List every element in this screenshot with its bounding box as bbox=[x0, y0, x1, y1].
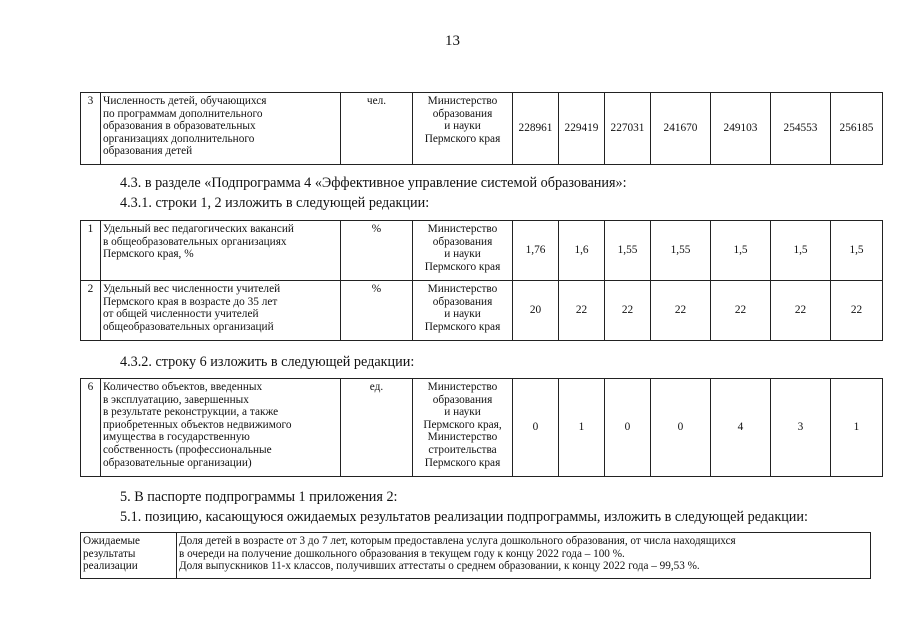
indicator-line: Пермского края, % bbox=[103, 248, 194, 261]
indicator-name bbox=[101, 281, 341, 341]
table-row bbox=[81, 533, 871, 579]
indicator-table-rows-1-2 bbox=[80, 220, 883, 341]
value-cell: 22 bbox=[605, 281, 651, 341]
row-number: 6 bbox=[81, 379, 101, 477]
org-line: Министерство bbox=[427, 381, 498, 393]
responsible-org bbox=[413, 221, 513, 281]
value-cell: 20 bbox=[513, 281, 559, 341]
org-line: Пермского края bbox=[424, 132, 501, 145]
value-cell: 1,55 bbox=[651, 221, 711, 281]
indicator-table-row-6 bbox=[80, 378, 883, 477]
org-line: образования bbox=[432, 235, 493, 248]
expected-results-table bbox=[80, 532, 871, 579]
expected-results-label bbox=[81, 533, 177, 579]
row-number: 2 bbox=[81, 281, 101, 341]
org-line: строительства bbox=[428, 443, 497, 456]
paragraph-5: 5. В паспорте подпрограммы 1 приложения 2: bbox=[120, 489, 398, 505]
value-cell: 22 bbox=[651, 281, 711, 341]
value-cell: 22 bbox=[711, 281, 771, 341]
org-line: и науки bbox=[444, 120, 481, 133]
value-cell: 241670 bbox=[651, 93, 711, 165]
org-line: образования bbox=[432, 295, 493, 308]
indicator-line: приобретенных объектов недвижимого bbox=[103, 418, 292, 431]
row-number: 3 bbox=[81, 93, 101, 165]
indicator-line: имущества в государственную bbox=[103, 431, 250, 444]
indicator-line: Численность детей, обучающихся bbox=[103, 95, 267, 107]
indicator-line: общеобразовательных организаций bbox=[103, 320, 274, 333]
unit-cell: % bbox=[341, 221, 413, 281]
responsible-org bbox=[413, 379, 513, 477]
value-cell: 249103 bbox=[711, 93, 771, 165]
value-cell: 0 bbox=[513, 379, 559, 477]
paragraph-4-3: 4.3. в разделе «Подпрограмма 4 «Эффективное управление системой образования»: bbox=[120, 175, 627, 191]
value-cell: 256185 bbox=[831, 93, 883, 165]
label-line: реализации bbox=[83, 560, 138, 573]
table-row bbox=[81, 221, 883, 281]
unit-cell: ед. bbox=[341, 379, 413, 477]
label-line: Ожидаемые bbox=[83, 535, 140, 547]
indicator-line: Количество объектов, введенных bbox=[103, 381, 263, 393]
org-line: и науки bbox=[444, 406, 481, 419]
value-cell: 1,5 bbox=[831, 221, 883, 281]
value-cell: 1 bbox=[559, 379, 605, 477]
org-line: Пермского края bbox=[424, 456, 501, 469]
indicator-line: образования в образовательных bbox=[103, 120, 256, 133]
indicator-table-row-3 bbox=[80, 92, 883, 165]
table-row bbox=[81, 93, 883, 165]
indicator-line: образования детей bbox=[103, 145, 193, 158]
page-number: 13 bbox=[445, 33, 460, 49]
value-cell: 22 bbox=[771, 281, 831, 341]
value-cell: 228961 bbox=[513, 93, 559, 165]
indicator-line: по программам дополнительного bbox=[103, 107, 263, 120]
org-line: Министерство bbox=[427, 95, 498, 107]
value-cell: 1,76 bbox=[513, 221, 559, 281]
table-row bbox=[81, 281, 883, 341]
result-line: Доля детей в возрасте от 3 до 7 лет, которым предоставлена услуга дошкольного образования, от числа находящихся bbox=[179, 535, 736, 547]
value-cell: 1,55 bbox=[605, 221, 651, 281]
value-cell: 1,6 bbox=[559, 221, 605, 281]
indicator-line: Удельный вес численности учителей bbox=[103, 283, 281, 295]
indicator-line: в эксплуатацию, завершенных bbox=[103, 393, 249, 406]
label-line: результаты bbox=[83, 547, 136, 560]
indicator-line: собственность (профессиональные bbox=[103, 443, 272, 456]
value-cell: 0 bbox=[605, 379, 651, 477]
value-cell: 1,5 bbox=[711, 221, 771, 281]
org-line: Министерство bbox=[427, 283, 498, 295]
table-row bbox=[81, 379, 883, 477]
result-line: в очереди на получение дошкольного образования в текущем году к концу 2022 года – 100 %. bbox=[179, 547, 625, 560]
value-cell: 4 bbox=[711, 379, 771, 477]
org-line: образования bbox=[432, 107, 493, 120]
unit-cell: чел. bbox=[341, 93, 413, 165]
indicator-line: образовательные организации) bbox=[103, 456, 252, 469]
value-cell: 229419 bbox=[559, 93, 605, 165]
indicator-name bbox=[101, 221, 341, 281]
row-number: 1 bbox=[81, 221, 101, 281]
paragraph-4-3-2: 4.3.2. строку 6 изложить в следующей редакции: bbox=[120, 354, 415, 370]
value-cell: 227031 bbox=[605, 93, 651, 165]
paragraph-4-3-1: 4.3.1. строки 1, 2 изложить в следующей редакции: bbox=[120, 195, 430, 211]
value-cell: 254553 bbox=[771, 93, 831, 165]
value-cell: 3 bbox=[771, 379, 831, 477]
indicator-line: в результате реконструкции, а также bbox=[103, 406, 279, 419]
indicator-name bbox=[101, 379, 341, 477]
org-line: Пермского края bbox=[424, 260, 501, 273]
indicator-name bbox=[101, 93, 341, 165]
indicator-line: Удельный вес педагогических вакансий bbox=[103, 223, 294, 235]
indicator-line: от общей численности учителей bbox=[103, 308, 259, 321]
responsible-org bbox=[413, 281, 513, 341]
value-cell: 22 bbox=[831, 281, 883, 341]
value-cell: 1 bbox=[831, 379, 883, 477]
org-line: Министерство bbox=[427, 431, 498, 444]
unit-cell: % bbox=[341, 281, 413, 341]
result-line: Доля выпускников 11-х классов, получивших аттестаты о среднем образовании, к концу 2022 года – 99,53 %. bbox=[179, 560, 700, 573]
value-cell: 22 bbox=[559, 281, 605, 341]
indicator-line: в общеобразовательных организациях bbox=[103, 235, 287, 248]
org-line: образования bbox=[432, 393, 493, 406]
value-cell: 1,5 bbox=[771, 221, 831, 281]
org-line: Министерство bbox=[427, 223, 498, 235]
org-line: Пермского края, bbox=[423, 418, 502, 431]
paragraph-5-1: 5.1. позицию, касающуюся ожидаемых результатов реализации подпрограммы, изложить в следующей редакции: bbox=[120, 509, 808, 525]
org-line: и науки bbox=[444, 248, 481, 261]
expected-results-text bbox=[177, 533, 871, 579]
org-line: и науки bbox=[444, 308, 481, 321]
indicator-line: организациях дополнительного bbox=[103, 132, 255, 145]
org-line: Пермского края bbox=[424, 320, 501, 333]
responsible-org bbox=[413, 93, 513, 165]
value-cell: 0 bbox=[651, 379, 711, 477]
indicator-line: Пермского края в возрасте до 35 лет bbox=[103, 295, 278, 308]
